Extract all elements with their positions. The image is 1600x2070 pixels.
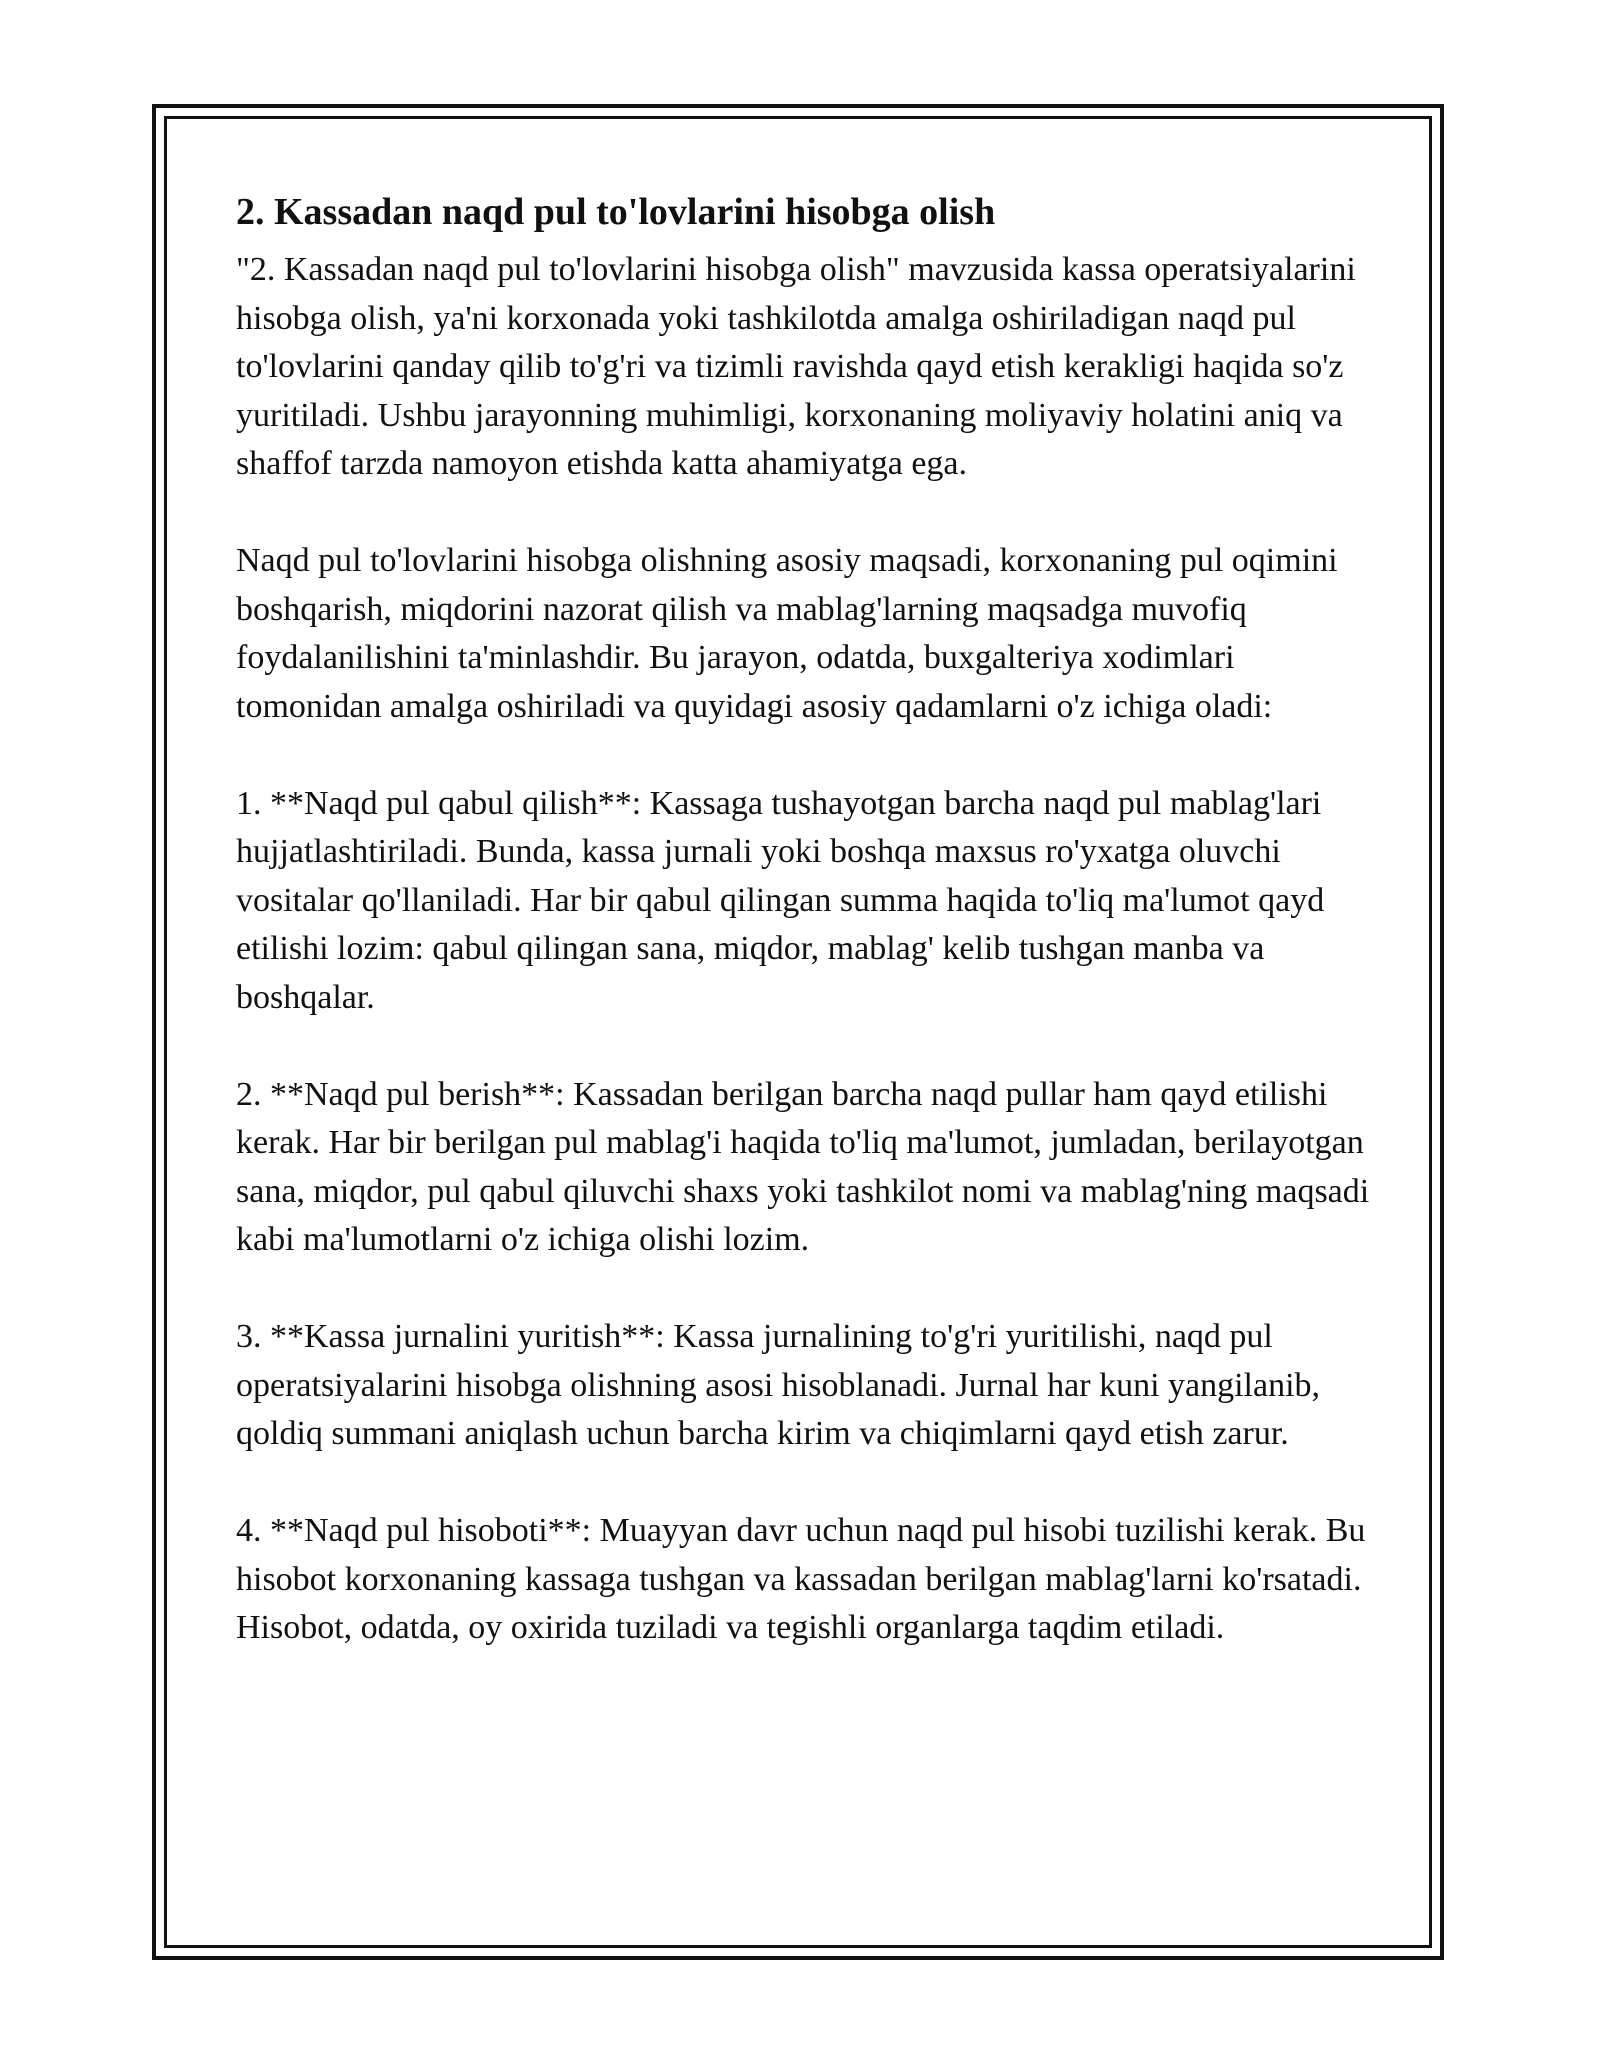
paragraph-purpose: Naqd pul to'lovlarini hisobga olishning asosiy maqsadi, korxonaning pul oqimini boshqarish, miqdorini nazorat qilish va mablag'larning maqsadga muvofiq foydalanilishini ta'minlashdir. Bu jarayon, odatda, buxgalteriya xodimlari tomonidan amalga oshiriladi va quyidagi asosiy qadamlarni o'z ichiga oladi: — [236, 542, 1338, 725]
paragraph-step-2: 2. **Naqd pul berish**: Kassadan berilgan barcha naqd pullar ham qayd etilishi kerak. Har bir berilgan pul mablag'i haqida to'liq ma'lumot, jumladan, berilayotgan sana, miqdor, pul qabul qiluvchi shaxs yoki tashkilot nomi va mablag'ning maqsadi kabi ma'lumotlarni o'z ichiga olishi lozim. — [236, 1075, 1370, 1258]
paragraph-intro: "2. Kassadan naqd pul to'lovlarini hisobga olish" mavzusida kassa operatsiyalarini hisobga olish, ya'ni korxonada yoki tashkilotda amalga oshiriladigan naqd pul to'lovlarini qanday qilib to'g'ri va tizimli ravishda qayd etish kerakligi haqida so'z yuritiladi. Ushbu jarayonning muhimligi, korxonaning moliyaviy holatini aniq va shaffof tarzda namoyon etishda katta ahamiyatga ega. — [236, 251, 1356, 482]
section-heading: 2. Kassadan naqd pul to'lovlarini hisobga olish — [236, 191, 996, 233]
document-body — [236, 186, 1382, 1653]
paragraph-step-1: 1. **Naqd pul qabul qilish**: Kassaga tushayotgan barcha naqd pul mablag'lari hujjatlashtiriladi. Bunda, kassa jurnali yoki boshqa maxsus ro'yxatga oluvchi vositalar qo'llaniladi. Har bir qabul qilingan summa haqida to'liq ma'lumot qayd etilishi lozim: qabul qilingan sana, miqdor, mablag' kelib tushgan manba va boshqalar. — [236, 784, 1325, 1016]
paragraph-step-3: 3. **Kassa jurnalini yuritish**: Kassa jurnalining to'g'ri yuritilishi, naqd pul operatsiyalarini hisobga olishning asosi hisoblanadi. Jurnal har kuni yangilanib, qoldiq summani aniqlash uchun barcha kirim va chiqimlarni qayd etish zarur. — [236, 1318, 1321, 1452]
paragraph-step-4: 4. **Naqd pul hisoboti**: Muayyan davr uchun naqd pul hisobi tuzilishi kerak. Bu hisobot korxonaning kassaga tushgan va kassadan berilgan mablag'larni ko'rsatadi. Hisobot, odatda, oy oxirida tuziladi va tegishli organlarga taqdim etiladi. — [236, 1512, 1366, 1646]
